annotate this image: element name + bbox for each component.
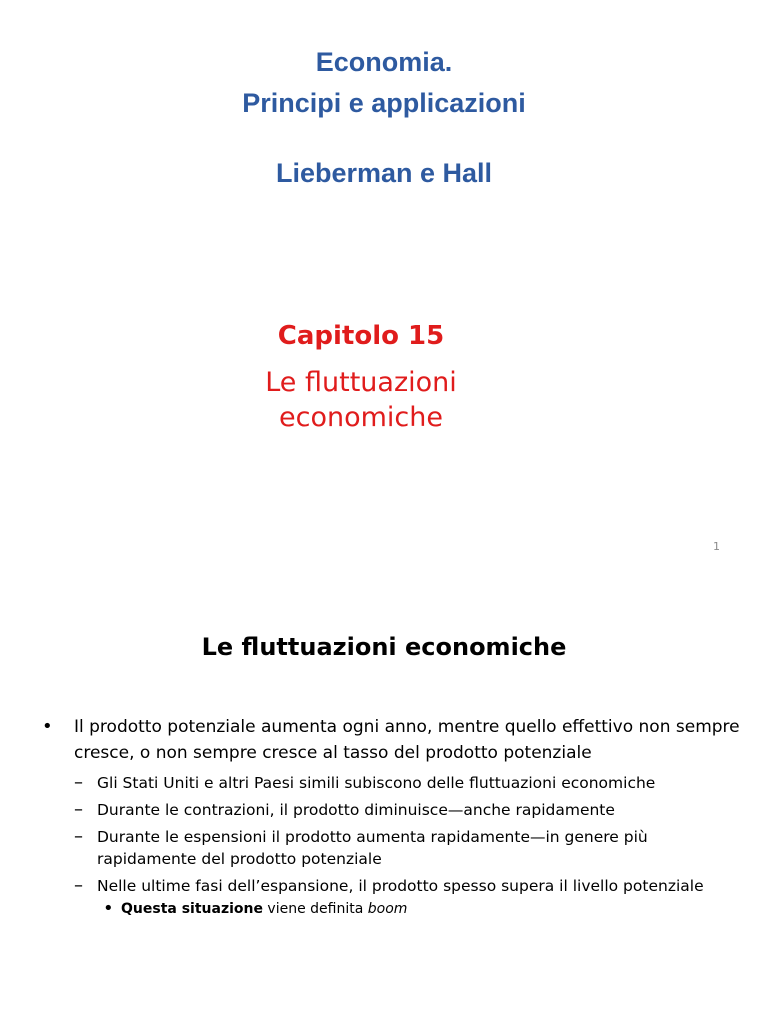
bullet-item	[42, 714, 742, 919]
sub-bullet-item	[74, 772, 742, 794]
chapter-title-line-1: Le fluttuazioni	[265, 367, 457, 398]
sub-bullet-item	[74, 799, 742, 821]
sub-bullet-text: Durante le contrazioni, il prodotto diminuisce—anche rapidamente	[97, 801, 615, 819]
bullet-text: Il prodotto potenziale aumenta ogni anno, mentre quello effettivo non sempre cresce, o non sempre cresce al tasso del prodotto potenziale	[74, 717, 740, 763]
sub-bullet-list	[74, 772, 742, 919]
dash-marker: –	[74, 772, 83, 793]
book-authors: Lieberman e Hall	[275, 158, 493, 188]
sub-sub-bullet-prefix: Questa situazione	[121, 901, 263, 917]
book-title-line-1: Economia.	[315, 47, 453, 77]
sub-sub-bullet-emphasis: boom	[367, 901, 408, 917]
sub-sub-bullet-list	[97, 899, 742, 919]
dash-marker: –	[74, 826, 83, 847]
bullet-list	[42, 714, 742, 924]
dash-marker: –	[74, 799, 83, 820]
sub-bullet-text: Gli Stati Uniti e altri Paesi simili subiscono delle fluttuazioni economiche	[97, 774, 656, 792]
sub-bullet-text: Nelle ultime fasi dell’espansione, il prodotto spesso supera il livello potenziale	[97, 877, 704, 895]
page-number: 1	[713, 540, 720, 553]
chapter-number: Capitolo 15	[277, 321, 445, 351]
sub-bullet-item	[74, 875, 742, 919]
content-slide	[0, 580, 768, 1024]
dash-marker: –	[74, 875, 83, 896]
bullet-marker: •	[103, 898, 114, 919]
bullet-marker: •	[42, 716, 53, 737]
sub-sub-bullet-item	[103, 899, 742, 919]
sub-bullet-item	[74, 826, 742, 870]
chapter-title-line-2: economiche	[279, 402, 443, 433]
slide-heading: Le fluttuazioni economiche	[201, 633, 567, 661]
sub-sub-bullet-middle: viene definita	[262, 901, 368, 917]
sub-bullet-text: Durante le espensioni il prodotto aumenta rapidamente—in genere più rapidamente del prodotto potenziale	[97, 828, 648, 868]
book-title-line-2: Principi e applicazioni	[242, 88, 526, 118]
